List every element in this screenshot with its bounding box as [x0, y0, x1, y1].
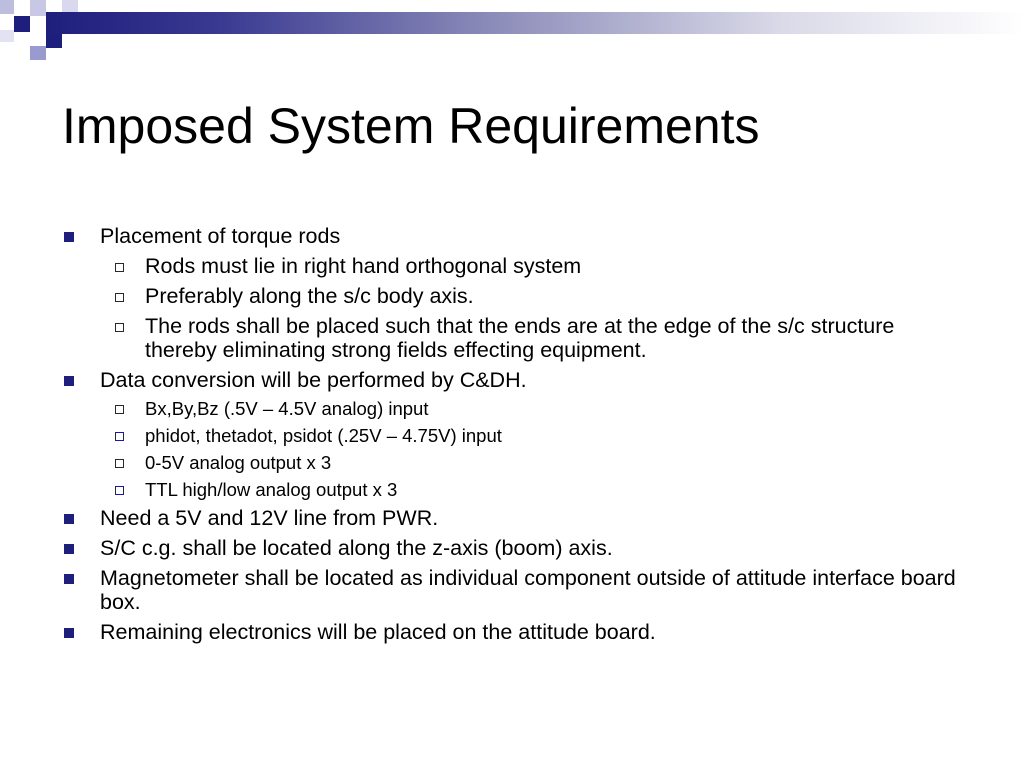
hollow-square-bullet-icon: [115, 486, 124, 495]
sub-bullet-item: [62, 398, 962, 420]
sub-bullet-text: TTL high/low analog output x 3: [145, 479, 398, 500]
bullet-text: Remaining electronics will be placed on the attitude board.: [100, 620, 656, 644]
sub-bullet-text: The rods shall be placed such that the ends are at the edge of the s/c structure thereby eliminating strong fields effecting equipment.: [145, 314, 895, 362]
filled-square-bullet-icon: [64, 628, 74, 638]
sub-bullet-item: [62, 425, 962, 447]
bullet-item: [62, 620, 962, 644]
sub-bullet-item: [62, 254, 962, 278]
filled-square-bullet-icon: [64, 232, 74, 242]
header-decoration: [0, 0, 1024, 62]
bullet-item: [62, 536, 962, 560]
sub-bullet-item: [62, 479, 962, 501]
hollow-square-bullet-icon: [115, 459, 124, 468]
filled-square-bullet-icon: [64, 514, 74, 524]
hollow-square-bullet-icon: [115, 263, 124, 272]
header-square: [0, 0, 14, 14]
bullet-text: Magnetometer shall be located as individual component outside of attitude interface board box.: [100, 566, 956, 614]
filled-square-bullet-icon: [64, 376, 74, 386]
sub-bullet-text: Bx,By,Bz (.5V – 4.5V analog) input: [145, 398, 429, 419]
sub-bullet-item: [62, 452, 962, 474]
sub-bullet-text: 0-5V analog output x 3: [145, 452, 332, 473]
bullet-text: Data conversion will be performed by C&DH.: [100, 368, 527, 392]
header-gradient-bar: [46, 12, 1024, 34]
hollow-square-bullet-icon: [115, 432, 124, 441]
header-square: [46, 34, 62, 48]
filled-square-bullet-icon: [64, 574, 74, 584]
bullet-item: [62, 368, 962, 392]
header-square: [30, 0, 46, 16]
hollow-square-bullet-icon: [115, 323, 124, 332]
bullet-text: Placement of torque rods: [100, 224, 341, 248]
sub-bullet-text: Rods must lie in right hand orthogonal system: [145, 254, 582, 278]
header-square: [30, 46, 46, 60]
sub-bullet-text: Preferably along the s/c body axis.: [145, 284, 474, 308]
filled-square-bullet-icon: [64, 544, 74, 554]
sub-bullet-item: [62, 314, 962, 362]
header-square: [14, 16, 30, 32]
hollow-square-bullet-icon: [115, 293, 124, 302]
header-square: [62, 0, 78, 12]
sub-bullet-item: [62, 284, 962, 308]
bullet-list: [62, 224, 962, 650]
hollow-square-bullet-icon: [115, 405, 124, 414]
bullet-text: S/C c.g. shall be located along the z-axis (boom) axis.: [100, 536, 613, 560]
bullet-item: [62, 566, 962, 614]
slide-title: Imposed System Requirements: [62, 98, 760, 154]
bullet-item: [62, 224, 962, 248]
header-square: [0, 30, 14, 42]
bullet-item: [62, 506, 962, 530]
sub-bullet-text: phidot, thetadot, psidot (.25V – 4.75V) input: [145, 425, 502, 446]
bullet-text: Need a 5V and 12V line from PWR.: [100, 506, 439, 530]
